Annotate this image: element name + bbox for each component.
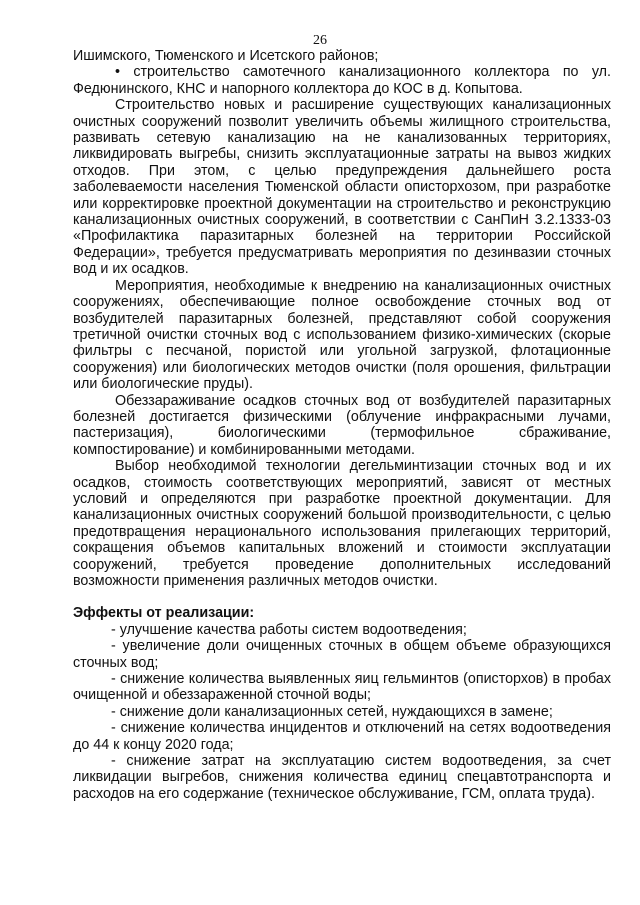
spacer [73, 589, 611, 605]
effects-list-item: - снижение затрат на эксплуатацию систем водоотведения, за счет ликвидации выгребов, снижения количества единиц спецавтотранспорта и расходов на его содержание (техническое обслуживание, ГСМ, оплата труда). [73, 753, 611, 802]
paragraph: Мероприятия, необходимые к внедрению на канализационных очистных сооружениях, обеспечивающие полное освобождение сточных вод от возбудителей паразитарных болезней, представляют собой сооружения третичной очистки сточных вод с использованием физико-химических (скорые фильтры с песчаной, пористой или угольной загрузкой, флотационные сооружения) или биологических методов очистки (поля орошения, фильтрации или биологические пруды). [73, 277, 611, 393]
effects-heading: Эффекты от реализации: [73, 605, 255, 622]
paragraph-continuation: Ишимского, Тюменского и Исетского районов; [73, 48, 379, 64]
paragraph: Строительство новых и расширение существующих канализационных очистных сооружений позволит увеличить объемы жилищного строительства, развивать сетевую канализацию на не канализованных территориях, ликвидировать выгребы, снизить эксплуатационные затраты на вывоз жидких отходов. При этом, с целью предупреждения дальнейшего роста заболеваемости населения Тюменской области описторхозом, при разработке или корректировке проектной документации на строительство и реконструкцию канализационных очистных сооружений, в соответствии с СанПиН 3.2.1333-03 «Профилактика паразитарных болезней на территории Российской Федерации», требуется предусматривать мероприятия по дезинвазии сточных вод и их осадков. [73, 97, 611, 278]
bullet-item: • строительство самотечного канализационного коллектора по ул. Федюнинского, КНС и напорного коллектора до КОС в д. Копытова. [73, 64, 611, 97]
paragraph: Обеззараживание осадков сточных вод от возбудителей паразитарных болезней достигается физическими (облучение инфракрасными лучами, пастеризация), биологическими (термофильное сбраживание, компостирование) и комбинированными методами. [73, 392, 611, 458]
effects-list-item: - улучшение качества работы систем водоотведения; [111, 621, 467, 638]
effects-list-item: - снижение количества выявленных яиц гельминтов (описторхов) в пробах очищенной и обеззараженной сточной воды; [73, 671, 611, 704]
document-body [73, 48, 611, 802]
paragraph: Выбор необходимой технологии дегельминтизации сточных вод и их осадков, стоимость соответствующих мероприятий, зависят от местных условий и определяются при разработке проектной документации. Для канализационных очистных сооружений большой производительности, с целью предотвращения нерационального использования прилегающих территорий, сокращения объемов капитальных вложений и стоимости эксплуатации сооружений, требуется проведение дополнительных исследований возможности применения различных методов очистки. [73, 458, 611, 589]
effects-list-item: - увеличение доли очищенных сточных в общем объеме образующихся сточных вод; [73, 638, 611, 671]
page-number: 26 [313, 33, 327, 48]
effects-list-item: - снижение доли канализационных сетей, нуждающихся в замене; [111, 703, 553, 720]
effects-list-item: - снижение количества инцидентов и отключений на сетях водоотведения до 44 к концу 2020 года; [73, 720, 611, 753]
